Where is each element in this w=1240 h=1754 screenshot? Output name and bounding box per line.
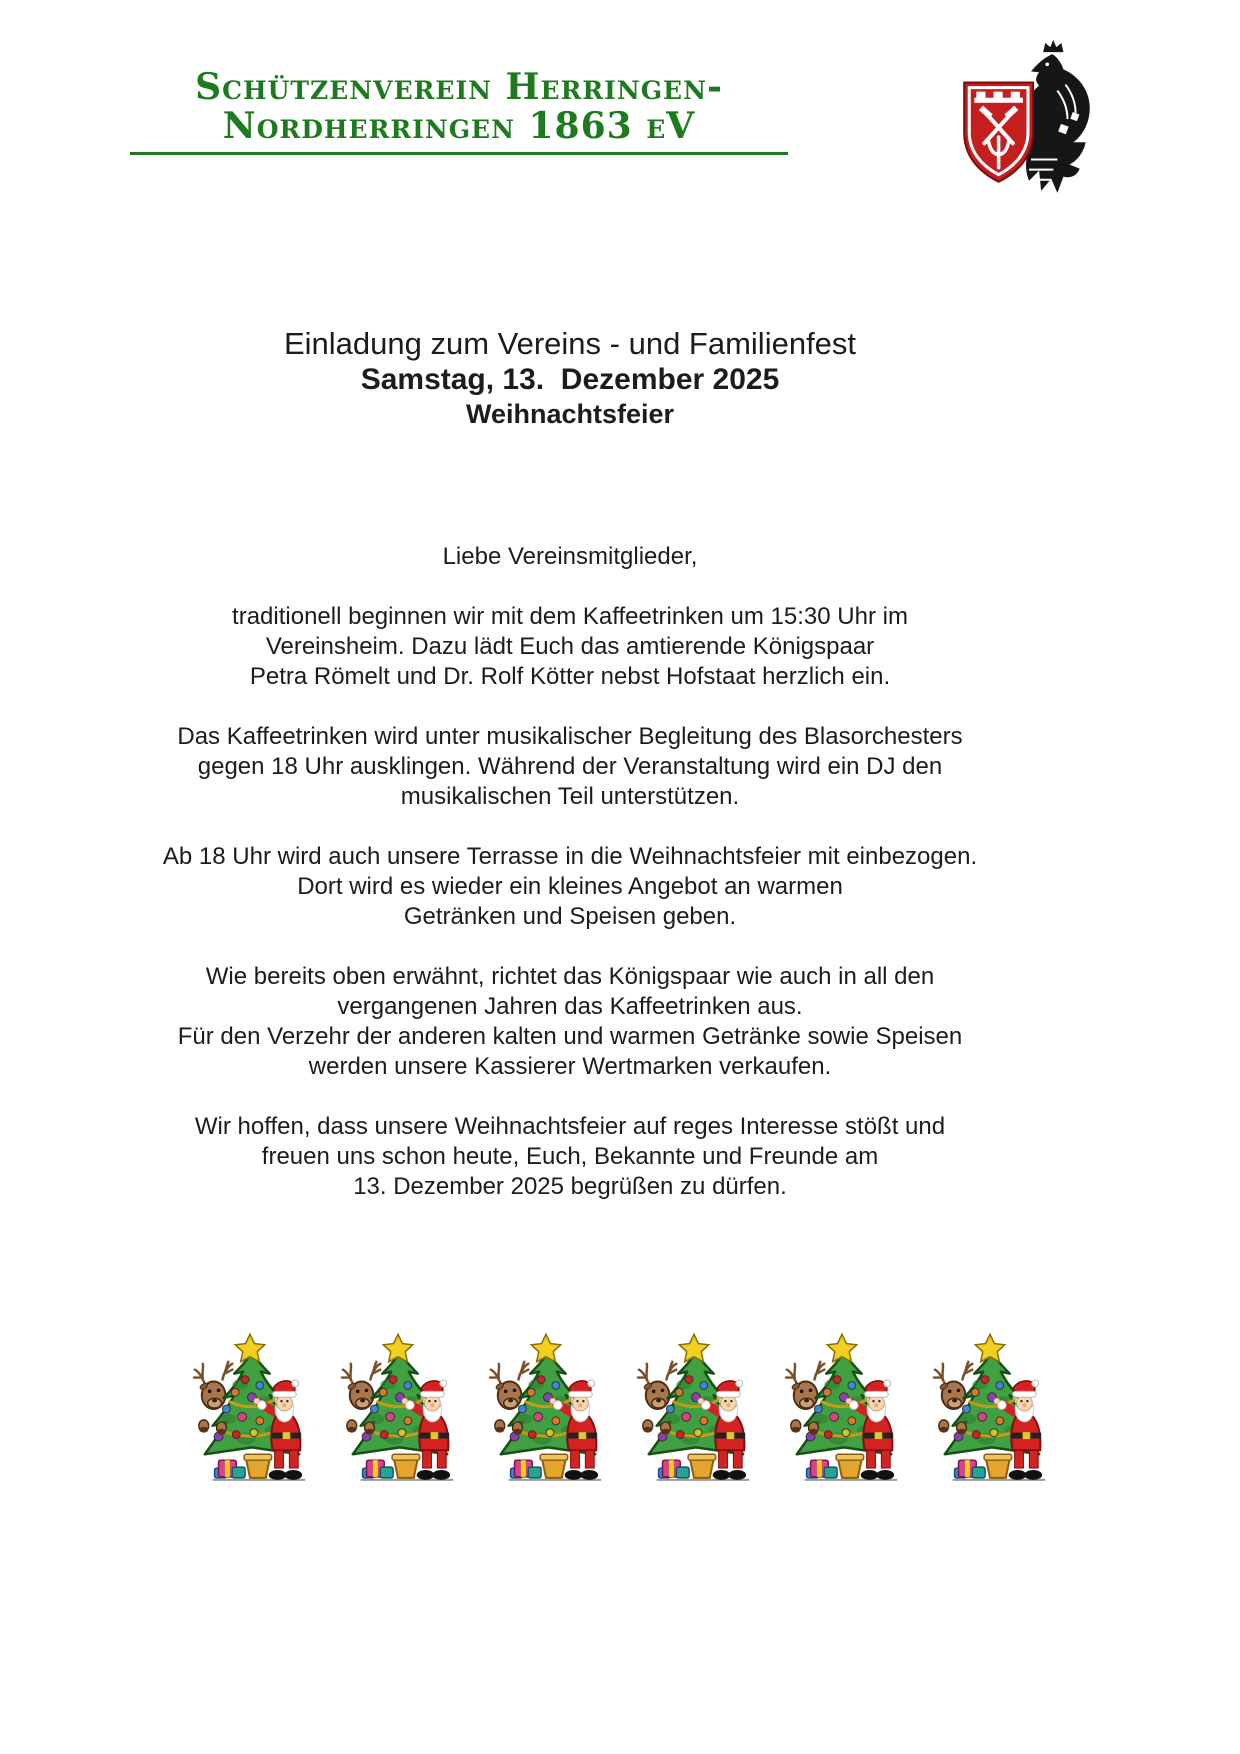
paragraph-line: Ab 18 Uhr wird auch unsere Terrasse in die Weihnachtsfeier mit einbezogen. xyxy=(162,843,978,870)
reindeer-icon xyxy=(934,1362,972,1409)
reindeer-hooves-icon xyxy=(791,1420,819,1435)
reindeer-hooves-icon xyxy=(347,1420,375,1435)
gifts-icon xyxy=(215,1460,246,1478)
gifts-icon xyxy=(363,1460,394,1478)
invitation-body xyxy=(125,326,1015,1202)
reindeer-hooves-icon xyxy=(495,1420,523,1435)
battlement-icon xyxy=(974,92,1023,103)
paragraph-line: Dort wird es wieder ein kleines Angebot an warmen xyxy=(297,873,843,900)
christmas-tree-santa-image xyxy=(929,1330,1051,1492)
invitation-date: Samstag, 13. Dezember 2025 xyxy=(360,363,780,396)
paragraph-line: werden unsere Kassierer Wertmarken verkaufen. xyxy=(308,1053,832,1080)
tree-bucket-icon xyxy=(836,1454,864,1478)
reindeer-icon xyxy=(786,1362,824,1409)
gifts-icon xyxy=(659,1460,690,1478)
gifts-icon xyxy=(511,1460,541,1478)
paragraph-line: Petra Römelt und Dr. Rolf Kötter nebst Hofstaat herzlich ein. xyxy=(249,663,891,690)
paragraph-line: traditionell beginnen wir mit dem Kaffeetrinken um 15:30 Uhr im xyxy=(232,603,908,630)
paragraph-line: Wie bereits oben erwähnt, richtet das Königspaar wie auch in all den xyxy=(205,963,935,990)
paragraph-line: Für den Verzehr der anderen kalten und warmen Getränke sowie Speisen xyxy=(177,1023,963,1050)
christmas-tree-santa-image xyxy=(337,1330,459,1492)
christmas-tree-santa-image xyxy=(633,1330,755,1492)
christmas-tree-santa-image xyxy=(781,1330,903,1492)
club-header xyxy=(130,68,788,155)
festive-row xyxy=(0,1330,1240,1492)
club-name-line2: Nordherringen 1863 eV xyxy=(222,105,696,147)
paragraph xyxy=(125,962,1015,1082)
reindeer-icon xyxy=(194,1362,232,1409)
reindeer-hooves-icon xyxy=(939,1420,967,1435)
tree-bucket-icon xyxy=(392,1454,420,1478)
invitation-event-name: Weihnachtsfeier xyxy=(465,399,675,429)
gifts-icon xyxy=(955,1460,986,1478)
christmas-tree-santa-image xyxy=(485,1330,607,1492)
paragraph xyxy=(125,722,1015,812)
reindeer-icon xyxy=(490,1362,528,1409)
reindeer-icon xyxy=(638,1362,676,1409)
paragraph-line: Getränken und Speisen geben. xyxy=(403,903,737,930)
paragraph xyxy=(125,1112,1015,1202)
tree-bucket-icon xyxy=(688,1454,716,1478)
tree-bucket-icon xyxy=(244,1454,272,1478)
paragraph-line: Vereinsheim. Dazu lädt Euch das amtierende Königspaar xyxy=(265,633,875,660)
reindeer-hooves-icon xyxy=(643,1420,671,1435)
tree-bucket-icon xyxy=(540,1454,568,1478)
club-name-line1: Schützenverein Herringen- xyxy=(195,66,723,108)
greeting: Liebe Vereinsmitglieder, xyxy=(442,543,698,570)
reindeer-icon xyxy=(342,1362,380,1409)
invitation-title: Einladung zum Vereins - und Familienfest xyxy=(283,326,857,361)
paragraph-line: musikalischen Teil unterstützen. xyxy=(400,783,740,810)
paragraph-line: Wir hoffen, dass unsere Weihnachtsfeier auf reges Interesse stößt und xyxy=(194,1113,946,1140)
paragraph-line: freuen uns schon heute, Euch, Bekannte und Freunde am xyxy=(261,1143,879,1170)
paragraph-line: vergangenen Jahren das Kaffeetrinken aus. xyxy=(337,993,803,1020)
club-crest-icon xyxy=(958,40,1100,202)
paragraph xyxy=(125,602,1015,692)
paragraph-line: Das Kaffeetrinken wird unter musikalischer Begleitung des Blasorchesters xyxy=(177,723,963,750)
tree-bucket-icon xyxy=(984,1454,1012,1478)
paragraph-line: gegen 18 Uhr ausklingen. Während der Veranstaltung wird ein DJ den xyxy=(197,753,943,780)
christmas-tree-santa-image xyxy=(189,1330,311,1492)
paragraph-line: 13. Dezember 2025 begrüßen zu dürfen. xyxy=(353,1173,787,1200)
shield-icon xyxy=(964,83,1033,182)
gifts-icon xyxy=(807,1460,838,1478)
reindeer-hooves-icon xyxy=(199,1420,227,1435)
paragraph xyxy=(125,842,1015,932)
